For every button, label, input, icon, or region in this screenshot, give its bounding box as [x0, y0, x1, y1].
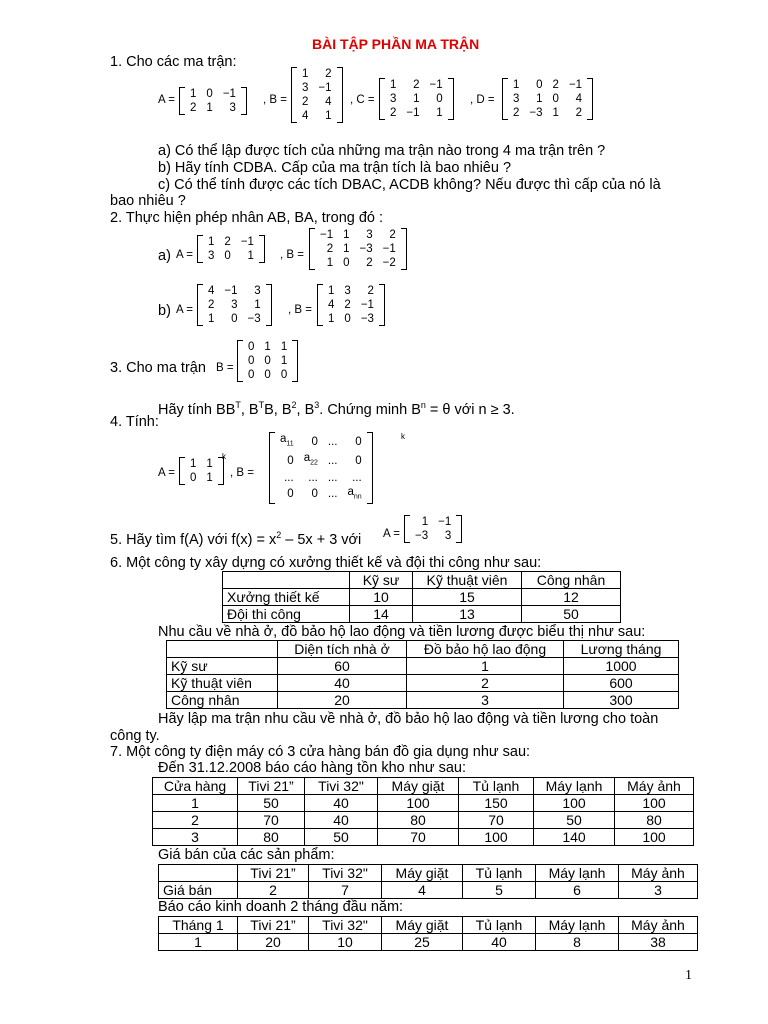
table-header-cell: Cửa hàng	[153, 778, 238, 795]
table-header-cell: Tivi 21”	[238, 917, 309, 934]
matrix-cell: 4	[328, 299, 335, 311]
matrix-cell: 0	[264, 369, 271, 381]
matrix-cell: 1	[343, 229, 350, 241]
problem-1c-cont: bao nhiêu ?	[110, 193, 186, 209]
problem-4-heading: 4. Tính:	[110, 414, 159, 430]
table-row	[167, 692, 679, 709]
matrix-cell: $a_{nn}$	[347, 485, 362, 500]
table-cell: 3	[407, 692, 564, 709]
problem-7-s2: Giá bán của các sản phẩm:	[158, 847, 335, 863]
table-cell: 10	[350, 589, 413, 606]
matrix-cell: −1	[240, 236, 254, 248]
matrix-p2a-A	[198, 235, 264, 266]
matrix-cell: 1	[206, 472, 213, 484]
matrix-cell: −3	[359, 243, 373, 255]
matrix-cell: 3	[208, 250, 215, 262]
matrix-cell: ...	[327, 471, 338, 484]
label-A: A =	[176, 304, 193, 316]
matrix-cell: 3	[344, 285, 351, 297]
table-cell: 10	[309, 934, 382, 951]
matrix-cell: 1	[264, 341, 271, 353]
table-header-cell: Máy ảnh	[619, 865, 698, 882]
matrix-cell: 0	[311, 435, 318, 448]
label-A: A =	[176, 249, 193, 261]
matrix-cell: −1	[438, 516, 452, 528]
table-cell: 100	[534, 795, 615, 812]
matrix-cell: 2	[367, 285, 374, 297]
matrix-cell: 0	[248, 355, 255, 367]
matrix-cell: 1	[328, 313, 335, 325]
matrix-cell: 2	[413, 79, 420, 91]
matrix-cell: $a_{11}$	[280, 433, 294, 448]
matrix-cell: −1	[568, 79, 583, 91]
table-cell: 1	[153, 795, 238, 812]
table-header-cell: Tivi 32"	[305, 778, 378, 795]
table-header-cell: Máy lạnh	[534, 778, 615, 795]
matrix-cell: −3	[415, 530, 429, 542]
table-header-cell: Công nhân	[522, 572, 621, 589]
matrix-cell: ...	[327, 454, 338, 467]
table-header-cell: Máy ảnh	[619, 917, 698, 934]
table-cell: Kỹ thuật viên	[167, 675, 278, 692]
table-cell: Xưởng thiết kế	[223, 589, 350, 606]
matrix-cell: $a_{22}$	[303, 452, 318, 467]
matrix-cell: 1	[325, 110, 332, 122]
matrix-cell: 3	[231, 299, 238, 311]
matrix-cell: 0	[248, 341, 255, 353]
matrix-cell: 0	[287, 454, 294, 467]
matrix-cell: 3	[302, 82, 309, 94]
matrix-p4-A	[180, 457, 223, 488]
table-cell: 600	[564, 675, 679, 692]
matrix-cell: 2	[326, 243, 334, 255]
problem-2b-label: b)	[158, 303, 171, 319]
table-cell: 40	[305, 812, 378, 829]
table-header-cell: Máy giặt	[382, 917, 463, 934]
matrix-cell: −1	[318, 82, 332, 94]
matrix-cell: −3	[529, 107, 543, 119]
matrix-cell: ...	[327, 488, 338, 501]
label-B: , B =	[288, 304, 312, 316]
matrix-cell: 1	[328, 285, 335, 297]
table-cell: 50	[305, 829, 378, 846]
label-A: A =	[158, 467, 175, 479]
matrix-cell: 0	[248, 369, 255, 381]
table-cell: 20	[238, 934, 309, 951]
matrix-p1-B	[292, 67, 342, 126]
page-number: 1	[685, 968, 692, 983]
problem-5-text: 5. Hãy tìm f(A) với $f(x) = x^2 - 5x + 3$ với	[110, 530, 362, 548]
matrix-cell: 4	[575, 93, 583, 105]
matrix-cell: ...	[308, 471, 318, 484]
matrix-cell: 1	[421, 516, 429, 528]
table-cell: 8	[536, 934, 619, 951]
table-row	[223, 589, 621, 606]
table-header-row	[153, 778, 694, 795]
matrix-p3-B	[238, 340, 297, 385]
matrix-cell: 0	[536, 79, 543, 91]
table-cell: 7	[309, 882, 382, 899]
matrix-cell: 3	[229, 102, 236, 114]
problem-1b: b) Hãy tính CDBA. Cấp của ma trận tích là bao nhiêu ?	[158, 160, 512, 176]
matrix-cell: 0	[280, 369, 288, 381]
table-cell: 140	[534, 829, 615, 846]
matrix-cell: ...	[327, 435, 338, 448]
matrix-cell: 3	[513, 93, 520, 105]
matrix-cell: 2	[389, 229, 396, 241]
matrix-cell: 1	[536, 93, 543, 105]
matrix-cell: 0	[552, 93, 559, 105]
label-B: , B =	[230, 467, 254, 479]
matrix-cell: 1	[326, 257, 334, 269]
problem-3-heading: 3. Cho ma trận	[110, 360, 206, 376]
table-cell: 50	[522, 606, 621, 623]
table-row	[153, 829, 694, 846]
matrix-cell: −1	[224, 285, 238, 297]
table-cell: 12	[522, 589, 621, 606]
matrix-cell: 0	[343, 257, 350, 269]
table-cell: 100	[615, 829, 694, 846]
table-7-1	[152, 777, 694, 846]
table-cell: 50	[238, 795, 305, 812]
matrix-cell: 1	[413, 93, 420, 105]
table-cell: 300	[564, 692, 679, 709]
problem-6-heading: 6. Một công ty xây dựng có xưởng thiết kế và đội thi công như sau:	[110, 555, 542, 571]
table-header-cell	[223, 572, 350, 589]
matrix-cell: −1	[320, 229, 334, 241]
matrix-cell: −1	[429, 79, 443, 91]
table-cell: Đội thi công	[223, 606, 350, 623]
table-cell: 100	[459, 829, 534, 846]
table-cell: 3	[153, 829, 238, 846]
matrix-cell: −3	[360, 313, 374, 325]
matrix-cell: 1	[208, 313, 215, 325]
table-cell: 80	[238, 829, 305, 846]
matrix-cell: 2	[224, 236, 231, 248]
table-cell: 100	[378, 795, 459, 812]
table-header-cell: Tủ lạnh	[463, 917, 536, 934]
matrix-p2b-A	[198, 284, 271, 329]
table-cell: 80	[615, 812, 694, 829]
table-header-cell: Tháng 1	[159, 917, 238, 934]
matrix-cell: −1	[382, 243, 396, 255]
table-cell: Công nhân	[167, 692, 278, 709]
problem-6-mid: Nhu cầu về nhà ở, đồ bảo hộ lao động và tiền lương được biểu thị như sau:	[158, 624, 646, 640]
table-6-1	[222, 571, 621, 623]
label-B: , B =	[280, 249, 304, 261]
matrix-cell: 1	[280, 355, 288, 367]
matrix-cell: 4	[325, 96, 332, 108]
problem-3-text: Hãy tính $BB^T$, $B^TB$, $B^2$, $B^3$. Chứng minh $B^n = \theta$ với n ≥ 3.	[158, 400, 515, 418]
table-cell: 1000	[564, 658, 679, 675]
problem-7-heading: 7. Một công ty điện máy có 3 cửa hàng bán đồ gia dụng như sau:	[110, 744, 531, 760]
table-header-cell: Tivi 21”	[238, 778, 305, 795]
matrix-cell: 1	[190, 88, 197, 100]
table-header-cell: Máy lạnh	[536, 917, 619, 934]
problem-2-heading: 2. Thực hiện phép nhân AB, BA, trong đó :	[110, 210, 384, 226]
table-row	[223, 606, 621, 623]
matrix-cell: 0	[311, 488, 318, 501]
table-row	[159, 934, 698, 951]
table-row	[153, 812, 694, 829]
matrix-cell: 1	[513, 79, 520, 91]
table-row	[167, 658, 679, 675]
matrix-cell: 0	[355, 435, 362, 448]
table-header-cell: Tivi 32"	[309, 865, 382, 882]
exponent-k: k	[401, 432, 405, 441]
problem-6-end: Hãy lập ma trận nhu cầu về nhà ở, đồ bảo hộ lao động và tiền lương cho toàn	[158, 711, 659, 727]
matrix-cell: 2	[366, 257, 373, 269]
table-cell: 4	[382, 882, 463, 899]
label-A: A =	[383, 528, 400, 540]
matrix-cell: 1	[436, 107, 443, 119]
problem-1a: a) Có thể lập được tích của những ma trận nào trong 4 ma trận trên ?	[158, 143, 606, 159]
problem-2a-label: a)	[158, 248, 171, 264]
table-cell: Giá bán	[159, 882, 238, 899]
table-cell: 5	[463, 882, 536, 899]
table-header-cell: Kỹ thuật viên	[413, 572, 522, 589]
matrix-cell: 3	[366, 229, 373, 241]
table-row	[153, 795, 694, 812]
problem-7-s3: Báo cáo kinh doanh 2 tháng đầu năm:	[158, 899, 404, 915]
matrix-cell: 2	[344, 299, 351, 311]
matrix-p1-D	[503, 78, 592, 123]
table-header-cell	[167, 641, 278, 658]
problem-1c: c) Có thể tính được các tích DBAC, ACDB không? Nếu được thì cấp của nó là	[158, 177, 661, 193]
matrix-cell: 1	[206, 458, 213, 470]
table-cell: 80	[378, 812, 459, 829]
matrix-cell: 0	[206, 88, 213, 100]
matrix-cell: 0	[436, 93, 443, 105]
matrix-cell: 3	[390, 93, 397, 105]
table-cell: 1	[407, 658, 564, 675]
table-header-cell: Máy giặt	[378, 778, 459, 795]
table-header-cell	[159, 865, 238, 882]
matrix-cell: 1	[206, 102, 213, 114]
table-header-cell: Máy giặt	[382, 865, 463, 882]
table-header-cell: Máy lạnh	[536, 865, 619, 882]
table-cell: 150	[459, 795, 534, 812]
table-cell: 1	[159, 934, 238, 951]
table-header-cell: Tủ lạnh	[463, 865, 536, 882]
matrix-p2a-B	[310, 228, 406, 273]
problem-6-end-cont: công ty.	[110, 728, 160, 744]
table-cell: Kỹ sư	[167, 658, 278, 675]
table-cell: 60	[278, 658, 407, 675]
table-cell: 15	[413, 589, 522, 606]
table-cell: 14	[350, 606, 413, 623]
table-cell: 70	[238, 812, 305, 829]
table-cell: 70	[459, 812, 534, 829]
table-cell: 70	[378, 829, 459, 846]
matrix-cell: 3	[444, 530, 452, 542]
table-cell: 2	[238, 882, 309, 899]
matrix-cell: ...	[284, 471, 294, 484]
label-B: , B =	[263, 94, 287, 106]
table-cell: 6	[536, 882, 619, 899]
matrix-cell: 2	[302, 96, 309, 108]
problem-7-s1: Đến 31.12.2008 báo cáo hàng tồn kho như sau:	[158, 760, 467, 776]
matrix-cell: 1	[390, 79, 397, 91]
table-header-row	[159, 865, 698, 882]
matrix-cell: 1	[254, 299, 261, 311]
table-row	[159, 882, 698, 899]
matrix-cell: 3	[254, 285, 261, 297]
matrix-cell: 2	[513, 107, 520, 119]
table-cell: 40	[305, 795, 378, 812]
table-header-cell: Lương tháng	[564, 641, 679, 658]
matrix-cell: 1	[280, 341, 288, 353]
table-header-cell: Kỹ sư	[350, 572, 413, 589]
matrix-cell: 1	[552, 107, 559, 119]
matrix-cell: ...	[352, 471, 362, 484]
matrix-p4-B	[270, 432, 372, 507]
matrix-p1-A	[180, 87, 246, 118]
table-cell: 25	[382, 934, 463, 951]
table-cell: 2	[407, 675, 564, 692]
table-row	[167, 675, 679, 692]
table-header-cell: Tivi 21”	[238, 865, 309, 882]
label-D: , D =	[470, 94, 495, 106]
matrix-cell: −3	[247, 313, 261, 325]
label-B: B =	[216, 362, 234, 374]
matrix-cell: 1	[247, 250, 254, 262]
matrix-cell: 4	[302, 110, 309, 122]
table-cell: 13	[413, 606, 522, 623]
matrix-cell: 2	[552, 79, 559, 91]
matrix-cell: −2	[382, 257, 396, 269]
matrix-cell: 0	[224, 250, 231, 262]
table-header-cell: Tủ lạnh	[459, 778, 534, 795]
matrix-cell: 0	[287, 488, 294, 501]
table-cell: 40	[463, 934, 536, 951]
matrix-cell: 1	[343, 243, 350, 255]
matrix-cell: 0	[231, 313, 238, 325]
label-C: , C =	[350, 94, 375, 106]
table-6-2	[166, 640, 679, 709]
matrix-cell: 0	[344, 313, 351, 325]
matrix-cell: 0	[355, 454, 362, 467]
table-header-cell: Máy ảnh	[615, 778, 694, 795]
matrix-p5-A	[405, 515, 461, 546]
matrix-cell: 1	[190, 458, 197, 470]
label-A: A =	[158, 94, 175, 106]
table-header-row	[159, 917, 698, 934]
table-header-cell: Đồ bảo hộ lao động	[407, 641, 564, 658]
matrix-cell: 4	[208, 285, 215, 297]
table-cell: 50	[534, 812, 615, 829]
matrix-cell: 1	[208, 236, 215, 248]
page-title: BÀI TẬP PHẦN MA TRẬN	[312, 36, 480, 52]
matrix-p2b-B	[318, 284, 384, 329]
table-7-2	[158, 864, 698, 899]
matrix-cell: 2	[190, 102, 197, 114]
matrix-cell: 0	[264, 355, 271, 367]
matrix-cell: 2	[390, 107, 397, 119]
matrix-cell: 0	[190, 472, 197, 484]
matrix-p1-C	[380, 78, 453, 123]
table-cell: 3	[619, 882, 698, 899]
matrix-cell: −1	[360, 299, 374, 311]
table-cell: 20	[278, 692, 407, 709]
table-cell: 2	[153, 812, 238, 829]
matrix-cell: 2	[208, 299, 215, 311]
problem-1-heading: 1. Cho các ma trận:	[110, 54, 237, 70]
matrix-cell: 2	[325, 68, 332, 80]
exponent-k: k	[222, 452, 226, 461]
table-cell: 40	[278, 675, 407, 692]
matrix-cell: −1	[222, 88, 236, 100]
matrix-cell: 1	[302, 68, 309, 80]
table-header-cell: Diện tích nhà ở	[278, 641, 407, 658]
matrix-cell: −1	[406, 107, 420, 119]
table-cell: 38	[619, 934, 698, 951]
table-header-cell: Tivi 32"	[309, 917, 382, 934]
table-cell: 100	[615, 795, 694, 812]
table-header-row	[167, 641, 679, 658]
table-header-row	[223, 572, 621, 589]
matrix-cell: 2	[575, 107, 583, 119]
table-7-3	[158, 916, 698, 951]
